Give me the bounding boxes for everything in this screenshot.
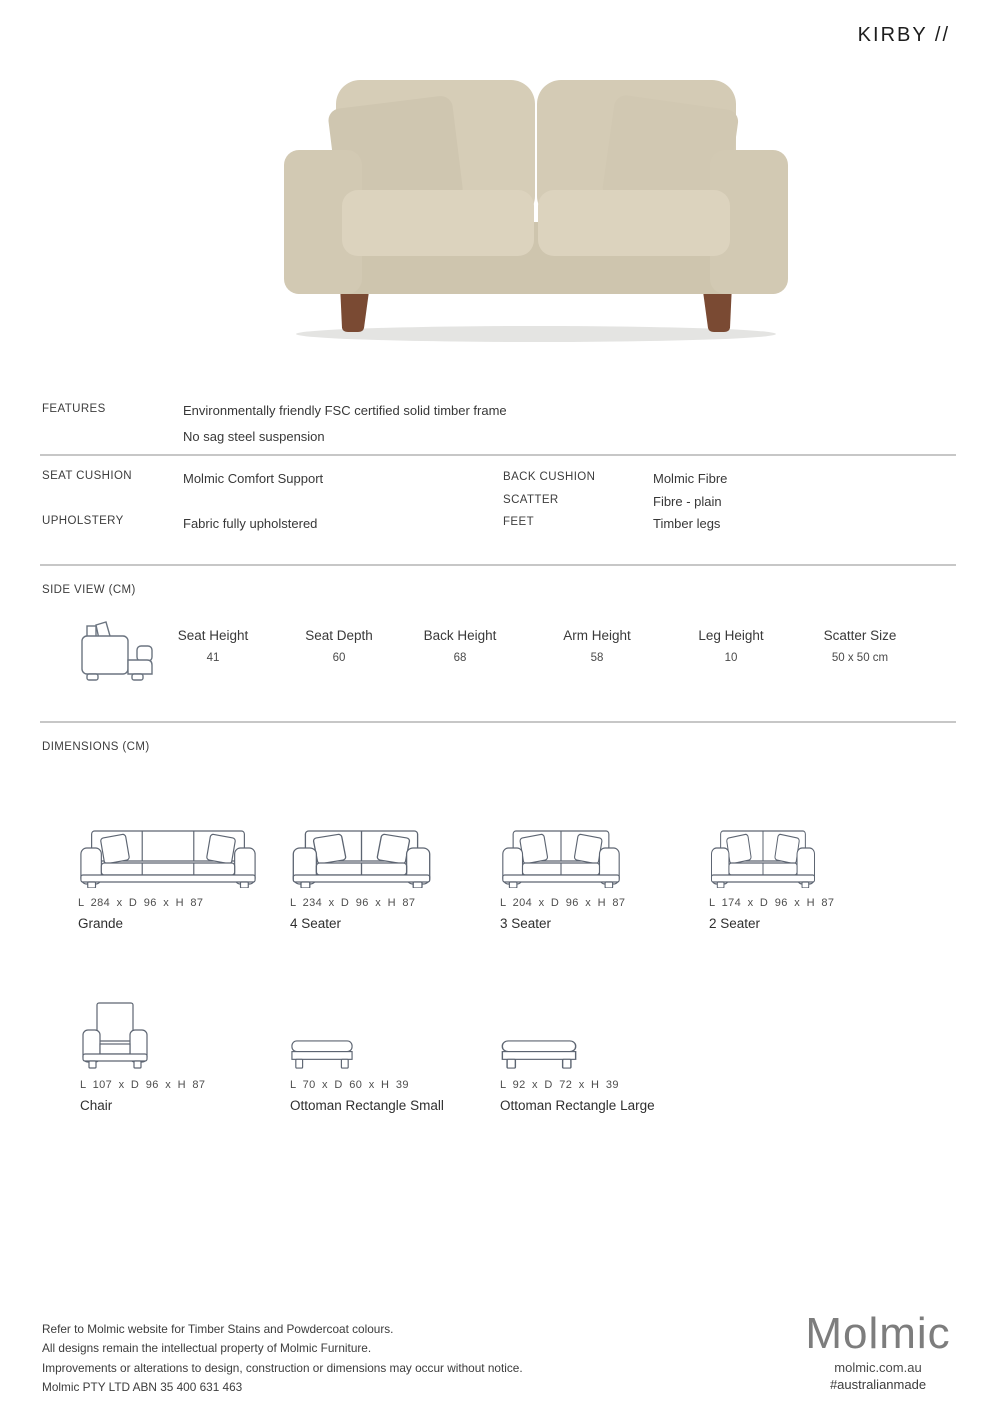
feet-value: Timber legs bbox=[653, 516, 721, 531]
product-photo bbox=[278, 72, 794, 344]
dimension-name: 4 Seater bbox=[290, 916, 342, 931]
side-view-icon bbox=[75, 618, 159, 684]
dimension-drawing bbox=[80, 1000, 240, 1070]
dimension-name: 2 Seater bbox=[709, 916, 761, 931]
dimension-card-ottoman-large bbox=[500, 1000, 680, 1113]
dimension-size: L 92 x D 72 x H 39 bbox=[500, 1079, 619, 1091]
dimension-drawing bbox=[78, 822, 268, 888]
dimension-name: Ottoman Rectangle Small bbox=[290, 1098, 444, 1113]
dimension-card-3-seater bbox=[500, 822, 650, 931]
upholstery-value: Fabric fully upholstered bbox=[183, 516, 318, 531]
metric-value: 58 bbox=[590, 652, 604, 664]
scatter-label: SCATTER bbox=[503, 494, 559, 506]
dimension-card-grande bbox=[78, 822, 268, 931]
dimension-size: L 70 x D 60 x H 39 bbox=[290, 1079, 409, 1091]
dimension-card-chair bbox=[80, 1000, 240, 1113]
features-label: FEATURES bbox=[42, 403, 106, 415]
side-view-metric bbox=[395, 628, 525, 664]
side-view-heading: SIDE VIEW (CM) bbox=[42, 584, 136, 596]
upholstery-label: UPHOLSTERY bbox=[42, 515, 124, 527]
dimension-size: L 204 x D 96 x H 87 bbox=[500, 897, 626, 909]
dimension-name: Ottoman Rectangle Large bbox=[500, 1098, 655, 1113]
metric-label: Arm Height bbox=[563, 628, 631, 643]
side-view-metric bbox=[795, 628, 925, 664]
side-view-metric bbox=[532, 628, 662, 664]
dimension-drawing bbox=[500, 1000, 680, 1070]
footer-note: Refer to Molmic website for Timber Stains and Powdercoat colours. bbox=[42, 1322, 394, 1336]
divider bbox=[40, 564, 956, 566]
side-view-metric bbox=[274, 628, 404, 664]
dimension-card-2-seater bbox=[709, 822, 849, 931]
footer-notes bbox=[42, 1320, 562, 1398]
feature-line: No sag steel suspension bbox=[183, 429, 325, 444]
dimension-name: 3 Seater bbox=[500, 916, 552, 931]
dimension-drawing bbox=[290, 1000, 470, 1070]
metric-value: 68 bbox=[453, 652, 467, 664]
dimension-name: Chair bbox=[80, 1098, 113, 1113]
metric-value: 10 bbox=[724, 652, 738, 664]
metric-value: 41 bbox=[206, 652, 220, 664]
back-cushion-value: Molmic Fibre bbox=[653, 471, 728, 486]
page-title: KIRBY // bbox=[857, 24, 950, 46]
divider bbox=[40, 454, 956, 456]
metric-label: Back Height bbox=[423, 628, 497, 643]
brand-website: molmic.com.au bbox=[834, 1360, 922, 1375]
dimension-drawing bbox=[709, 822, 849, 888]
feet-label: FEET bbox=[503, 516, 534, 528]
footer-note: Molmic PTY LTD ABN 35 400 631 463 bbox=[42, 1380, 243, 1395]
seat-cushion-label: SEAT CUSHION bbox=[42, 470, 132, 482]
back-cushion-label: BACK CUSHION bbox=[503, 471, 596, 483]
dimension-card-4-seater bbox=[290, 822, 450, 931]
dimension-size: L 174 x D 96 x H 87 bbox=[709, 897, 835, 909]
side-view-metric bbox=[666, 628, 796, 664]
dimensions-heading: DIMENSIONS (CM) bbox=[42, 741, 150, 753]
metric-value: 60 bbox=[332, 652, 346, 664]
side-view-metric bbox=[148, 628, 278, 664]
dimension-size: L 284 x D 96 x H 87 bbox=[78, 897, 204, 909]
metric-label: Leg Height bbox=[698, 628, 764, 643]
footer-note: Improvements or alterations to design, construction or dimensions may occur without notice. bbox=[42, 1360, 523, 1375]
brand-logo: Molmic bbox=[805, 1309, 951, 1358]
footer-note: All designs remain the intellectual property of Molmic Furniture. bbox=[42, 1341, 372, 1356]
brand-hashtag: #australianmade bbox=[829, 1377, 927, 1392]
dimension-size: L 234 x D 96 x H 87 bbox=[290, 897, 416, 909]
brand-block bbox=[783, 1309, 973, 1392]
seat-cushion-value: Molmic Comfort Support bbox=[183, 471, 324, 486]
features-list bbox=[183, 398, 507, 450]
dimension-drawing bbox=[290, 822, 450, 888]
feature-line: Environmentally friendly FSC certified solid timber frame bbox=[183, 403, 507, 418]
dimension-name: Grande bbox=[78, 916, 124, 931]
dimension-size: L 107 x D 96 x H 87 bbox=[80, 1079, 206, 1091]
metric-label: Seat Height bbox=[177, 628, 249, 643]
dimension-drawing bbox=[500, 822, 650, 888]
metric-label: Scatter Size bbox=[823, 628, 897, 643]
metric-value: 50 x 50 cm bbox=[831, 652, 889, 664]
metric-label: Seat Depth bbox=[305, 628, 373, 643]
divider bbox=[40, 721, 956, 723]
sofa-photo-illustration bbox=[278, 72, 794, 344]
scatter-value: Fibre - plain bbox=[653, 494, 722, 509]
dimension-card-ottoman-small bbox=[290, 1000, 470, 1113]
